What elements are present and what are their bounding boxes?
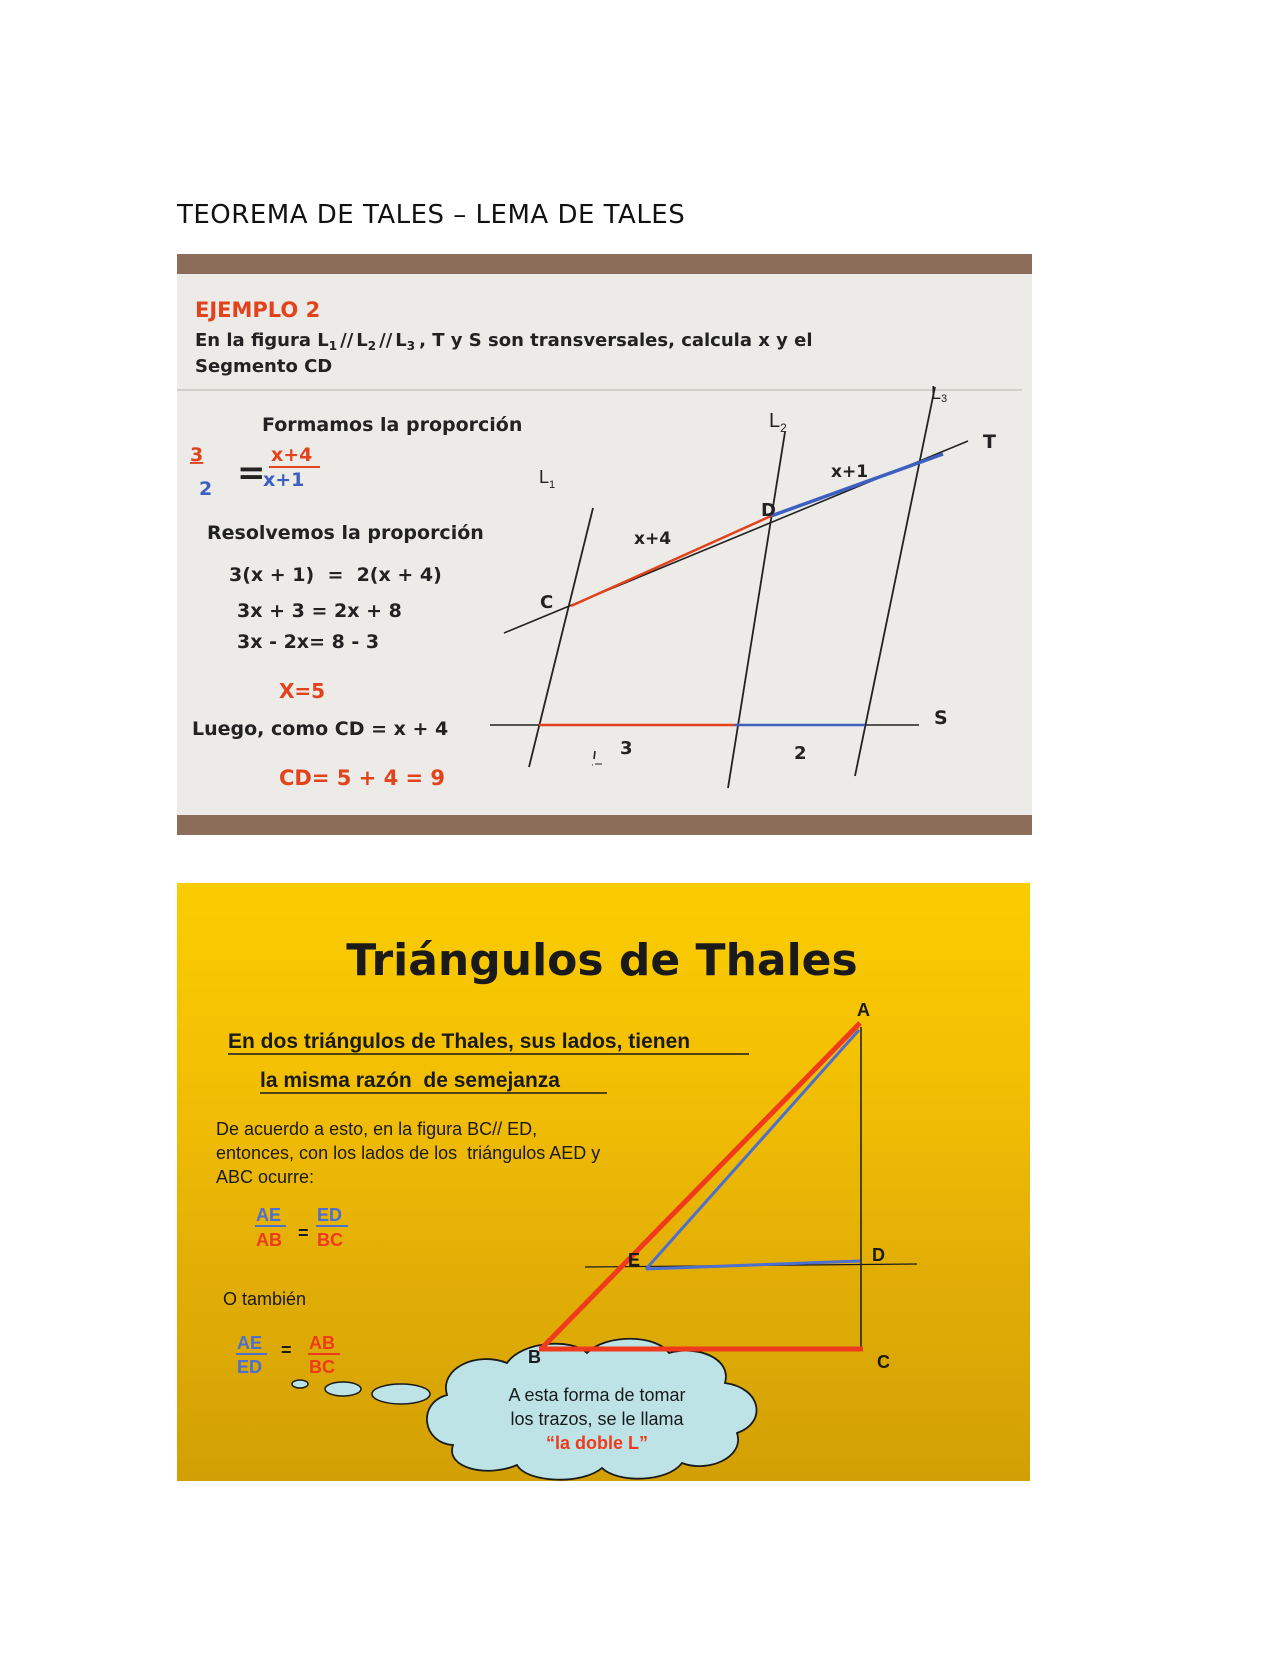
line-l3 <box>855 387 935 776</box>
slide1-canvas <box>177 254 1032 835</box>
ratio1-equals: = <box>298 1223 309 1243</box>
slide2-title: Triángulos de Thales <box>346 935 858 986</box>
side-ab-red <box>541 1023 860 1349</box>
label-d: D <box>761 500 776 521</box>
label-x-plus-1: x+1 <box>831 462 869 482</box>
parallel-1: // <box>340 330 354 351</box>
label-seg-2: 2 <box>794 743 807 764</box>
label-l3: L3 <box>931 383 948 405</box>
cloud-line2: los trazos, se le llama <box>510 1409 684 1429</box>
cloud-line3: “la doble L” <box>545 1433 649 1453</box>
label-t: T <box>983 431 996 453</box>
sub-2: 2 <box>367 339 377 353</box>
slide-triangulos-thales <box>177 883 1030 1481</box>
point-b: B <box>528 1347 541 1367</box>
ratio1-num-right: ED <box>317 1205 343 1225</box>
problem-text-suffix: , T y S son transversales, calcula x y el <box>419 330 813 351</box>
label-x-plus-4: x+4 <box>634 529 672 549</box>
also-text: O también <box>223 1289 307 1309</box>
frac-left-den: 2 <box>199 478 213 500</box>
label-l2: $L_2$ <box>769 410 787 435</box>
then-statement: Luego, como CD = x + 4 <box>192 718 449 740</box>
cloud-line1: A esta forma de tomar <box>508 1385 686 1405</box>
desc-line2: entonces, con los lados de los triángulos AED y <box>216 1143 601 1163</box>
l2-letter: L <box>356 330 368 351</box>
label-s: S <box>934 707 948 729</box>
ratio2-equals: = <box>281 1340 292 1360</box>
line-l1 <box>529 508 593 767</box>
equation-2: 3x + 3 = 2x + 8 <box>237 600 402 622</box>
slide-ejemplo-2 <box>177 254 1032 835</box>
ratio1-num-left: AE <box>256 1205 282 1225</box>
result-cd: CD= 5 + 4 = 9 <box>279 766 446 790</box>
problem-text-prefix: En la figura L <box>195 330 329 351</box>
line-l1-stub <box>594 751 595 759</box>
frac-right-den: x+1 <box>263 469 305 491</box>
ratio2-den-right: BC <box>309 1357 335 1377</box>
side-ae-blue <box>646 1030 859 1269</box>
example-heading: EJEMPLO 2 <box>195 298 321 322</box>
parallel-2: // <box>379 330 393 351</box>
point-c: C <box>877 1352 890 1372</box>
frac-left-num: 3 <box>190 444 204 466</box>
point-a: A <box>857 1000 870 1020</box>
ratio2-den-left: ED <box>237 1357 263 1377</box>
desc-line1: De acuerdo a esto, en la figura BC// ED, <box>216 1119 538 1139</box>
equation-3: 3x - 2x= 8 - 3 <box>237 631 380 653</box>
line-l2 <box>728 432 785 788</box>
slide2-canvas <box>177 883 1030 1481</box>
ratio1-den-right: BC <box>317 1230 343 1250</box>
ratio2-num-right: AB <box>309 1333 335 1353</box>
label-c: C <box>540 592 554 613</box>
frac-equals: = <box>237 453 266 493</box>
bubble-large <box>372 1384 430 1404</box>
svg-text:En la figura L1//L2//L3, T y S <box>195 330 813 353</box>
bubble-small <box>292 1380 308 1388</box>
l3-letter: L <box>395 330 407 351</box>
label-l1: $L_1$ <box>539 467 556 491</box>
document-title: TEOREMA DE TALES – LEMA DE TALES <box>177 200 686 230</box>
equation-1: 3(x + 1) = 2(x + 4) <box>229 564 442 586</box>
point-d: D <box>872 1245 885 1265</box>
label-seg-3: 3 <box>620 738 633 759</box>
statement-line2: la misma razón de semejanza <box>260 1069 560 1092</box>
frac-right-num: x+4 <box>271 444 313 466</box>
step-solve-proportion: Resolvemos la proporción <box>207 522 484 544</box>
statement-line1: En dos triángulos de Thales, sus lados, tienen <box>228 1030 691 1053</box>
problem-text-line2: Segmento CD <box>195 356 333 377</box>
ratio1-den-left: AB <box>256 1230 282 1250</box>
result-x: X=5 <box>279 679 326 703</box>
sub-1: 1 <box>328 339 338 353</box>
desc-line3: ABC ocurre: <box>216 1167 315 1187</box>
ratio2-num-left: AE <box>237 1333 263 1353</box>
sub-3: 3 <box>406 339 416 353</box>
point-e: E <box>628 1250 641 1270</box>
step-form-proportion: Formamos la proporción <box>262 414 523 436</box>
bubble-medium <box>325 1382 361 1396</box>
